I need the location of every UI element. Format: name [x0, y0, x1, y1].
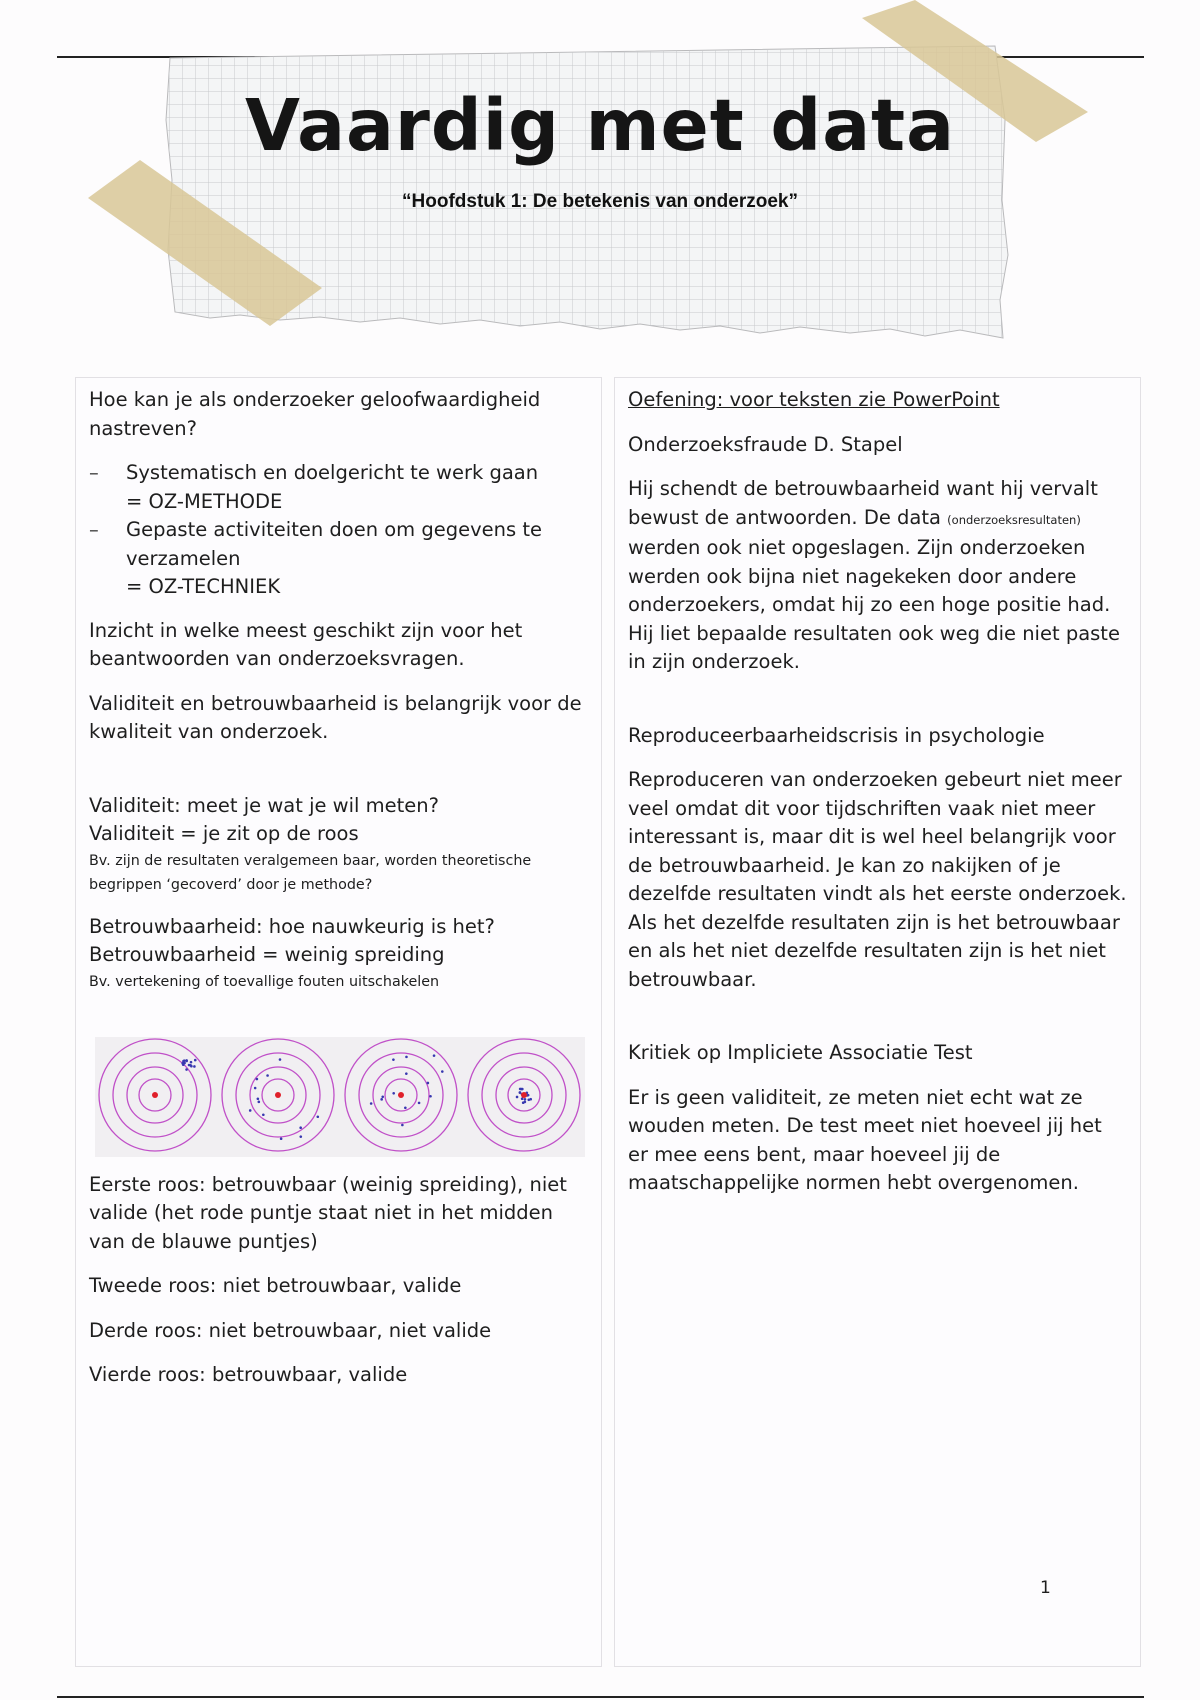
hit-dot — [392, 1058, 395, 1061]
reliability-example: Bv. vertekening of toevallige fouten uitschakelen — [89, 973, 440, 990]
hit-dot — [381, 1095, 384, 1098]
hit-dot — [519, 1091, 522, 1094]
hit-dot — [418, 1101, 421, 1104]
right-column — [614, 377, 1141, 1667]
paragraph-stapel: Hij schendt de betrouwbaarheid want hij vervalt bewust de antwoorden. De data (onderzoeksresultaten) werden ook niet opgeslagen. Zijn onderzoeken werden ook bijna niet nagekeken door andere onderzoekers, omdat hij zo een hoge positie had. Hij liet bepaalde resultaten ook weg die niet paste in zijn onderzoek. — [628, 477, 1120, 673]
hit-dot — [266, 1074, 269, 1077]
question-credibility: Hoe kan je als onderzoeker geloofwaardigheid nastreven? — [89, 388, 541, 440]
graph-paper-illustration — [0, 0, 1200, 370]
hit-dot — [299, 1126, 302, 1129]
hit-dot — [427, 1081, 430, 1084]
hit-dot — [188, 1063, 191, 1066]
hit-dot — [258, 1100, 261, 1103]
roos-4: Vierde roos: betrouwbaar, valide — [89, 1363, 408, 1386]
validity-definition: Validiteit = je zit op de roos — [89, 822, 359, 845]
center-dot — [152, 1092, 158, 1098]
hit-dot — [405, 1055, 408, 1058]
page-title: Vaardig met data — [245, 84, 955, 167]
paragraph-inzicht: Inzicht in welke meest geschikt zijn voor het beantwoorden van onderzoeksvragen. — [89, 618, 523, 670]
hit-dot — [279, 1058, 282, 1061]
hit-dot — [262, 1113, 265, 1116]
hit-dot — [527, 1098, 530, 1101]
paragraph-reproducibility: Reproduceren van onderzoeken gebeurt niet meer veel omdat dit voor tijdschriften vaak niet meer interessant is, maar dit is wel heel belangrijk voor de betrouwbaarheid. Je kan zo nakijken of je dezelfde resultaten vindt als het eerste onderzoek. Als het dezelfde resultaten zijn is het betrouwbaar en als het niet dezelfde resultaten zijn is het niet betrouwbaar. — [628, 768, 1127, 991]
hit-dot — [316, 1115, 319, 1118]
hit-dot — [405, 1072, 408, 1075]
hit-dot — [249, 1109, 252, 1112]
hit-dot — [190, 1060, 193, 1063]
hit-dot — [429, 1094, 432, 1097]
bottom-rule — [57, 1696, 1144, 1698]
paragraph-validity-reliability: Validiteit en betrouwbaarheid is belangrijk voor de kwaliteit van onderzoek. — [89, 691, 582, 743]
list-item: – Systematisch en doelgericht te werk gaan = OZ-METHODE — [89, 459, 588, 516]
center-dot — [275, 1092, 281, 1098]
hit-dot — [433, 1054, 436, 1057]
hit-dot — [524, 1097, 527, 1100]
hit-dot — [380, 1098, 383, 1101]
hit-dot — [516, 1095, 519, 1098]
list-item: – Gepaste activiteiten doen om gegevens te verzamelen = OZ-TECHNIEK — [89, 516, 588, 602]
hit-dot — [185, 1068, 188, 1071]
hit-dot — [519, 1087, 522, 1090]
validity-example: Bv. zijn de resultaten veralgemeen baar, worden theoretische begrippen ‘gecoverd’ door je methode? — [89, 852, 532, 893]
hit-dot — [392, 1091, 395, 1094]
hit-dot — [256, 1077, 259, 1080]
hit-dot — [257, 1097, 260, 1100]
hit-dot — [401, 1123, 404, 1126]
left-column — [75, 377, 602, 1667]
hit-dot — [299, 1135, 302, 1138]
target-diagram — [95, 1037, 585, 1157]
heading-reproducibility: Reproduceerbaarheidscrisis in psychologie — [628, 723, 1045, 747]
roos-2: Tweede roos: niet betrouwbaar, valide — [89, 1274, 462, 1297]
method-list — [89, 459, 588, 602]
hit-dot — [404, 1106, 407, 1109]
heading-stapel: Onderzoeksfraude D. Stapel — [628, 432, 903, 456]
paragraph-iat: Er is geen validiteit, ze meten niet echt wat ze wouden meten. De test meet niet hoeveel jij het er mee eens bent, maar hoeveel jij de maatschappelijke normen hebt overgenomen. — [628, 1085, 1102, 1194]
hit-dot — [254, 1086, 257, 1089]
reliability-question: Betrouwbaarheid: hoe nauwkeurig is het? — [89, 914, 495, 938]
hit-dot — [441, 1070, 444, 1073]
hit-dot — [185, 1059, 188, 1062]
hit-dot — [193, 1065, 196, 1068]
header-banner — [0, 0, 1200, 370]
roos-1: Eerste roos: betrouwbaar (weinig spreiding), niet valide (het rode puntje staat niet in het midden van de blauwe puntjes) — [89, 1172, 567, 1253]
hit-dot — [280, 1137, 283, 1140]
center-dot — [398, 1092, 404, 1098]
hit-dot — [190, 1064, 193, 1067]
hit-dot — [370, 1102, 373, 1105]
hit-dot — [524, 1100, 527, 1103]
page-subtitle: “Hoofdstuk 1: De betekenis van onderzoek” — [402, 191, 798, 212]
validity-question: Validiteit: meet je wat je wil meten? — [89, 793, 440, 817]
center-dot — [521, 1092, 527, 1098]
page-number: 1 — [1040, 1578, 1051, 1598]
hit-dot — [182, 1059, 185, 1062]
reliability-definition: Betrouwbaarheid = weinig spreiding — [89, 943, 445, 966]
hit-dot — [521, 1087, 524, 1090]
roos-3: Derde roos: niet betrouwbaar, niet valide — [89, 1318, 492, 1342]
exercise-heading: Oefening: voor teksten zie PowerPoint — [628, 388, 1000, 411]
heading-iat: Kritiek op Impliciete Associatie Test — [628, 1041, 973, 1064]
hit-dot — [194, 1058, 197, 1061]
